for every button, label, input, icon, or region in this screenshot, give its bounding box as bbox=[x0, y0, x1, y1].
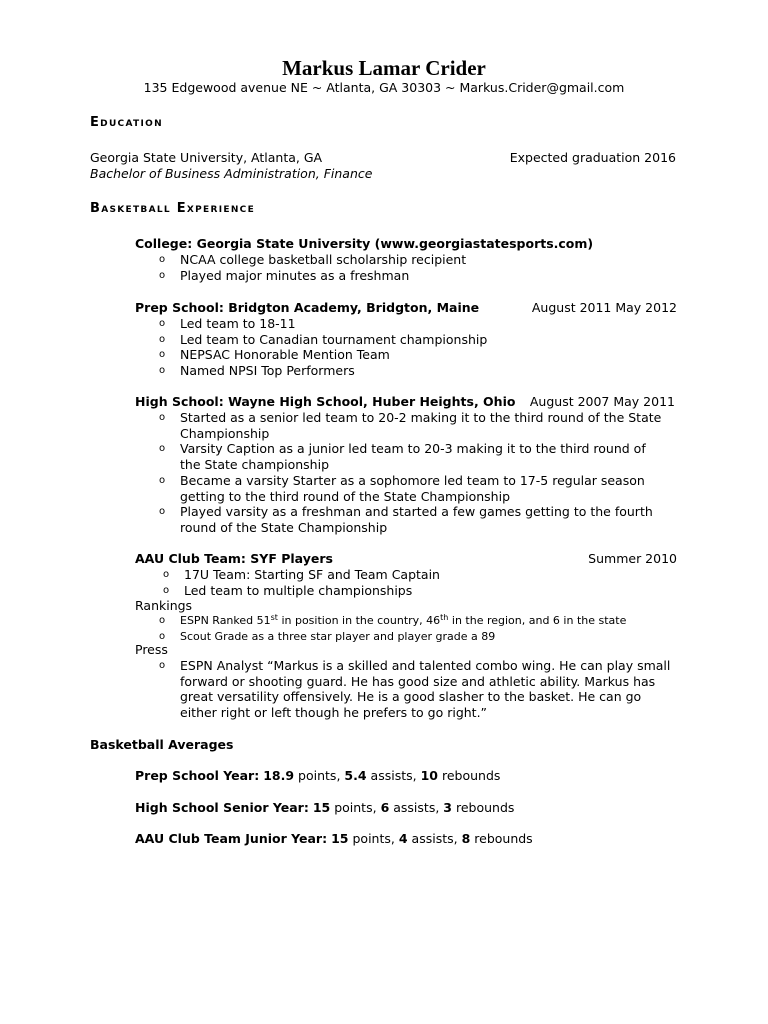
list-item: o Led team to multiple championships bbox=[163, 582, 413, 598]
average-row-prep: Prep School Year: 18.9 points, 5.4 assists, 10 rebounds bbox=[135, 768, 501, 783]
prep-title: Prep School: Bridgton Academy, Bridgton, Maine bbox=[135, 300, 480, 315]
list-item: o Scout Grade as a three star player and player grade a 89 bbox=[159, 629, 496, 643]
education-school: Georgia State University, Atlanta, GA bbox=[90, 150, 323, 165]
bullet-icon: o bbox=[163, 584, 170, 596]
list-item: o Played varsity as a freshman and started a few games getting to the fourth round of the State Championship bbox=[159, 504, 653, 535]
averages-heading: Basketball Averages bbox=[90, 737, 234, 752]
high-school-list bbox=[159, 410, 699, 536]
list-item: o NCAA college basketball scholarship recipient bbox=[159, 252, 467, 267]
bullet-icon: o bbox=[159, 349, 166, 361]
press-list bbox=[159, 658, 699, 721]
bullet-icon: o bbox=[159, 660, 166, 671]
press-label: Press bbox=[135, 642, 168, 657]
education-graduation: Expected graduation 2016 bbox=[509, 150, 676, 165]
list-item: o 17U Team: Starting SF and Team Captain bbox=[163, 567, 440, 582]
average-row-aau: AAU Club Team Junior Year: 15 points, 4 assists, 8 rebounds bbox=[135, 831, 533, 846]
average-row-high-school: High School Senior Year: 15 points, 6 assists, 3 rebounds bbox=[135, 800, 515, 815]
bullet-icon: o bbox=[159, 506, 166, 518]
bullet-icon: o bbox=[159, 365, 166, 377]
aau-dates: Summer 2010 bbox=[588, 551, 677, 566]
list-item: o Varsity Caption as a junior led team to 20-3 making it to the third round of the State championship bbox=[159, 441, 646, 473]
bullet-icon: o bbox=[159, 630, 166, 642]
aau-list bbox=[163, 567, 703, 598]
bullet-icon: o bbox=[159, 443, 166, 455]
list-item: o Became a varsity Starter as a sophomore led team to 17-5 regular season getting to the third round of the State Championship bbox=[159, 472, 645, 504]
bullet-icon: o bbox=[159, 269, 166, 281]
list-item: o Led team to Canadian tournament championship bbox=[159, 331, 488, 347]
bullet-icon: o bbox=[163, 569, 170, 580]
college-list bbox=[159, 252, 699, 283]
bullet-icon: o bbox=[159, 412, 166, 423]
high-school-dates: August 2007 May 2011 bbox=[529, 394, 675, 409]
rankings-list bbox=[159, 613, 699, 644]
prep-dates: August 2011 May 2012 bbox=[531, 300, 677, 315]
education-degree: Bachelor of Business Administration, Finance bbox=[90, 166, 373, 181]
bullet-icon: o bbox=[159, 333, 166, 345]
experience-heading: Basketball Experience bbox=[90, 201, 256, 216]
college-title: College: Georgia State University (www.georgiastatesports.com) bbox=[135, 236, 594, 251]
contact-line: 135 Edgewood avenue NE ~ Atlanta, GA 30303 ~ Markus.Crider@gmail.com bbox=[143, 80, 625, 95]
list-item: o Named NPSI Top Performers bbox=[159, 363, 355, 379]
list-item: o Led team to 18-11 bbox=[159, 316, 296, 331]
candidate-name: Markus Lamar Crider bbox=[282, 56, 486, 80]
bullet-icon: o bbox=[159, 318, 166, 329]
aau-title: AAU Club Team: SYF Players bbox=[135, 551, 333, 566]
list-item: o Started as a senior led team to 20-2 making it to the third round of the State Championship bbox=[159, 410, 662, 441]
list-item: o Played major minutes as a freshman bbox=[159, 267, 410, 283]
list-item: o ESPN Ranked 51st in position in the country, 46th in the region, and 6 in the state bbox=[159, 613, 627, 627]
bullet-icon: o bbox=[159, 254, 166, 265]
list-item: o ESPN Analyst “Markus is a skilled and talented combo wing. He can play small forward or shooting guard. He has good size and athletic ability. Markus has great versatility offensively. He is a good slasher to the basket. He can go either right or left though he prefers to go right.” bbox=[159, 658, 671, 721]
education-heading: Education bbox=[90, 115, 163, 130]
rankings-label: Rankings bbox=[135, 598, 193, 613]
prep-list bbox=[159, 316, 699, 379]
bullet-icon: o bbox=[159, 615, 166, 626]
bullet-icon: o bbox=[159, 474, 166, 486]
list-item: o NEPSAC Honorable Mention Team bbox=[159, 347, 390, 363]
high-school-title: High School: Wayne High School, Huber Heights, Ohio bbox=[135, 394, 516, 409]
